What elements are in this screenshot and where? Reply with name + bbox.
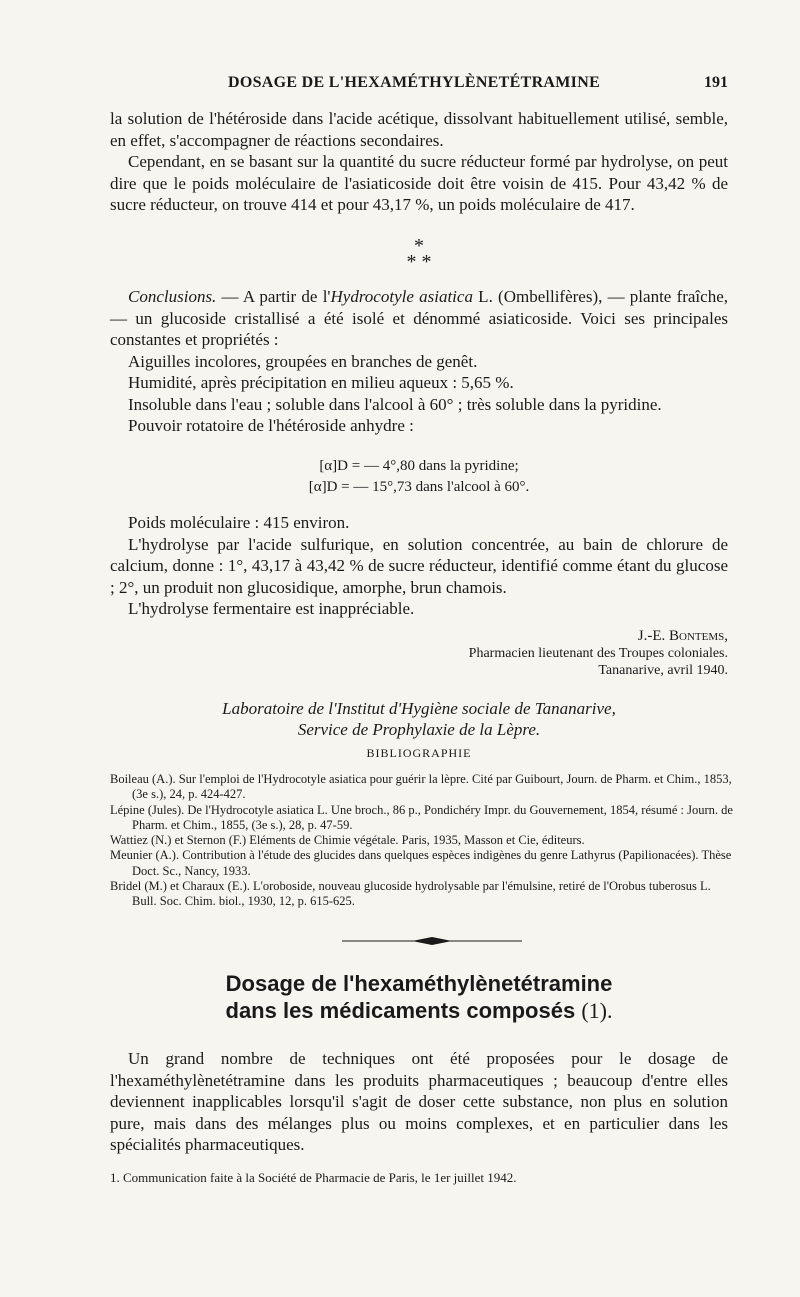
bibliography-entry: Boileau (A.). Sur l'emploi de l'Hydrocotyle asiatica pour guérir la lèpre. Cité par Guibourt, Journ. de Pharm. et Chim., 1853, (3e s.), 24, p. 424-427. [110, 772, 732, 802]
footnote: 1. Communication faite à la Société de Pharmacie de Paris, le 1er juillet 1942. [110, 1170, 517, 1185]
continued-paragraphs [110, 108, 728, 216]
signature [469, 628, 728, 679]
laboratory [110, 698, 728, 740]
conclusions-text-b: L. (Ombellifères), — plante fraîche, — un glucoside cristallisé a été isolé et dénommé asiaticoside. Voici ses principales constantes et propriétés : [110, 287, 729, 349]
asterism-top: * [414, 235, 424, 257]
running-title: DOSAGE DE L'HEXAMÉTHYLÈNETÉTRAMINE [228, 74, 601, 91]
conclusions-label: Conclusions. [128, 287, 217, 306]
formula-pyridine: [α]D = — 4°,80 dans la pyridine; [319, 458, 519, 474]
conclusion-item: Pouvoir rotatoire de l'hétéroside anhydre : [128, 416, 414, 435]
bibliography-entry: Meunier (A.). Contribution à l'étude des glucides dans quelques espèces indigènes du genre Lathyrus (Papilionacées). Thèse Doct. Sc., Nancy, 1933. [110, 848, 732, 878]
bibliography-entry: Bridel (M.) et Charaux (E.). L'oroboside, nouveau glucoside hydrolysable par l'émulsine, retiré de l'Orobus tuberosus L. Bull. Soc. Chim. biol., 1930, 12, p. 615-625. [110, 879, 711, 909]
formula-alcool: [α]D = — 15°,73 dans l'alcool à 60°. [308, 479, 530, 495]
bibliography-entry: Wattiez (N.) et Sternon (F.) Eléments de Chimie végétale. Paris, 1935, Masson et Cie, éditeurs. [110, 833, 585, 848]
article-title-line2 [110, 997, 728, 1024]
poids-moleculaire: Poids moléculaire : 415 environ. [128, 513, 350, 532]
paragraph-continuation: la solution de l'hétéroside dans l'acide acétique, dissolvant habituellement utilisé, semble, en effet, s'accompagner de réactions secondaires. [110, 109, 728, 150]
author-name: J.-E. Bontems, [637, 628, 728, 644]
bibliography-entry: Lépine (Jules). De l'Hydrocotyle asiatica L. Une broch., 86 p., Pondichéry Impr. du Gouvernement, 1854, résumé : Journ. de Pharm. et Chim., 1855, (3e s.), 28, p. 47-59. [110, 802, 733, 832]
author-place-date: Tananarive, avril 1940. [598, 663, 728, 678]
article-title [110, 970, 728, 1024]
article-intro [110, 1048, 728, 1156]
hydrolyse-fermentaire: L'hydrolyse fermentaire est inappréciable. [128, 599, 415, 618]
page-number: 191 [704, 74, 728, 91]
conclusions-paragraph [110, 286, 728, 351]
asterism [110, 235, 728, 273]
conclusion-item: Aiguilles incolores, groupées en branches de genêt. [128, 351, 478, 371]
hydrolyse-paragraph: L'hydrolyse par l'acide sulfurique, en solution concentrée, au bain de chlorure de calcium, donne : 1°, 43,17 à 43,42 % de sucre réducteur, identifié comme étant du glucose ; 2°, un produit non glucosidique, amorphe, brun chamois. [110, 534, 728, 597]
laboratory-line: Laboratoire de l'Institut d'Hygiène sociale de Tananarive, [222, 699, 616, 718]
paragraph-cependant: Cependant, en se basant sur la quantité du sucre réducteur formé par hydrolyse, on peut dire que le poids moléculaire de l'asiaticoside doit être voisin de 415. Pour 43,42 % de sucre réducteur, on trouve 414 et pour 43,17 %, un poids moléculaire de 417. [110, 152, 728, 214]
conclusions-continued [110, 512, 728, 620]
page-header [110, 74, 728, 96]
conclusion-item: Insoluble dans l'eau ; soluble dans l'alcool à 60° ; très soluble dans la pyridine. [128, 394, 662, 414]
conclusions-section [110, 286, 728, 437]
separator-ornament [342, 935, 522, 947]
intro-paragraph: Un grand nombre de techniques ont été proposées pour le dosage de l'hexaméthylènetétramine dans les produits pharmaceutiques ; beaucoup d'entre elles deviennent inapplicables lorsqu'il s'agit de doser cette substance, non plus en solution pure, mais dans des mélanges plus ou moins complexes, et en particulier dans les spécialités pharmaceutiques. [110, 1049, 728, 1154]
species-name: Hydrocotyle asiatica [330, 287, 473, 306]
asterism-bottom: * * [406, 251, 432, 273]
conclusion-item: Humidité, après précipitation en milieu aqueux : 5,65 %. [128, 373, 514, 392]
bibliography-heading: BIBLIOGRAPHIE [366, 746, 472, 760]
author-title: Pharmacien lieutenant des Troupes coloniales. [468, 646, 728, 661]
footnote-reference: (1). [581, 998, 613, 1023]
bibliography-list [110, 772, 735, 910]
article-title-line1: Dosage de l'hexaméthylènetétramine [225, 971, 613, 996]
article-title-line2-text: dans les médicaments composés [225, 998, 576, 1023]
laboratory-line: Service de Prophylaxie de la Lèpre. [297, 720, 541, 739]
conclusions-text-a: — A partir de l' [216, 287, 331, 306]
